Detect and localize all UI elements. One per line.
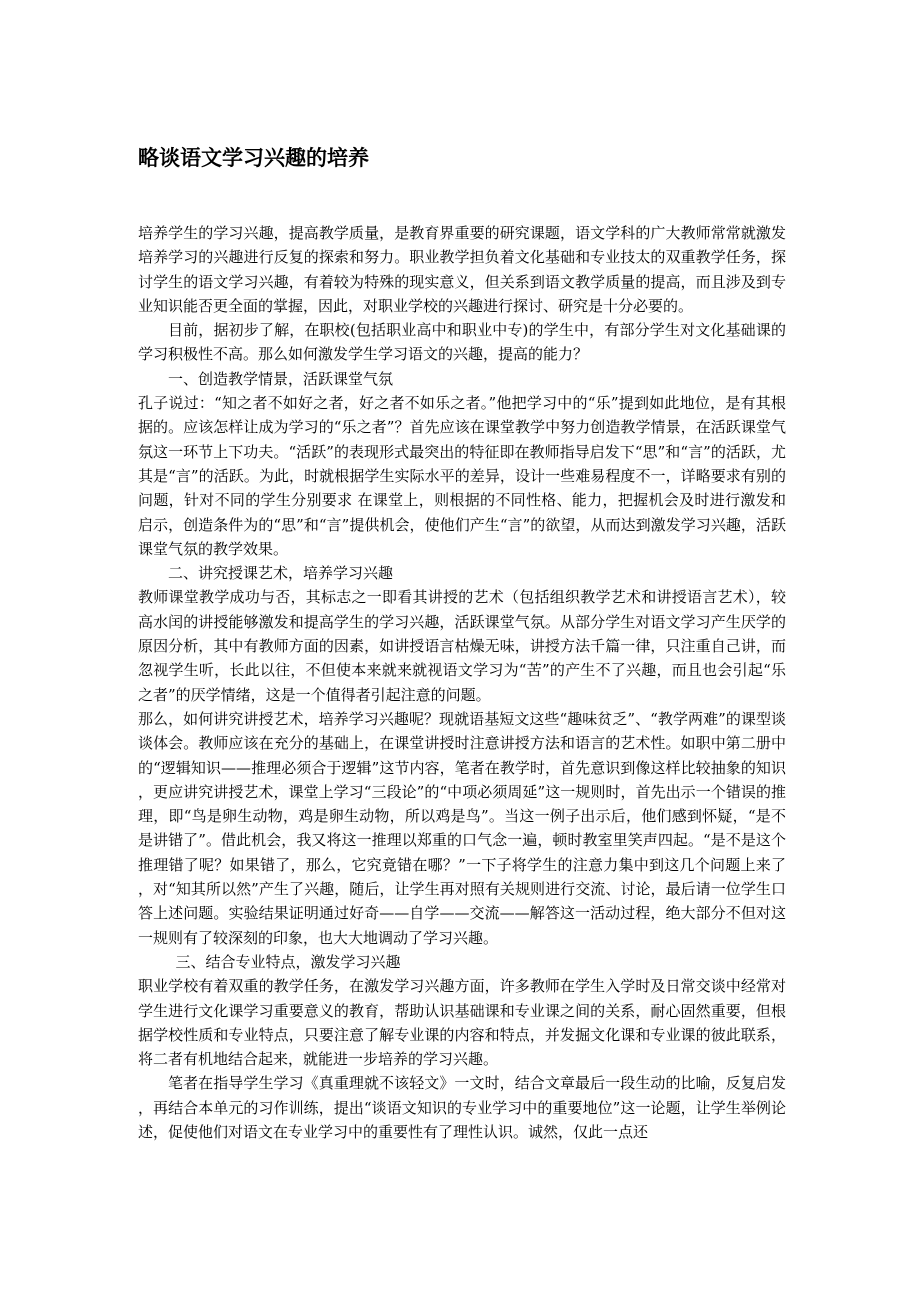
document-body xyxy=(138,221,786,1144)
paragraph-section-3a: 职业学校有着双重的教学任务，在激发学习兴趣方面，许多教师在学生入学时及日常交谈中经常对学生进行文化课学习重要意义的教育，帮助认识基础课和专业课之间的关系，耐心固然重要，但根据学校性质和专业特点，只要注意了解专业课的内容和特点，并发掘文化课和专业课的彼此联系，将二者有机地结合起来，就能进一步培养的学习兴趣。 xyxy=(138,977,786,1069)
document-title: 略谈语文学习兴趣的培养 xyxy=(138,146,369,170)
paragraph-intro: 培养学生的学习兴趣，提高教学质量，是教育界重要的研究课题，语文学科的广大教师常常就激发培养学习的兴趣进行反复的探索和努力。职业教学担负着文化基础和专业技太的双重教学任务，探讨学生的语文学习兴趣，有着较为特殊的现实意义，但关系到语文教学质量的提高，而且涉及到专业知识能否更全面的掌握，因此，对职业学校的兴趣进行探讨、研究是十分必要的。 xyxy=(138,224,786,315)
section-heading-2: 二、讲究授课艺术，培养学习兴趣 xyxy=(168,564,394,583)
paragraph-current-situation: 目前，据初步了解，在职校(包括职业高中和职业中专)的学生中，有部分学生对文化基础课的学习积极性不高。那么如何激发学生学习语文的兴趣，提高的能力？ xyxy=(138,321,786,364)
paragraph-section-2a: 教师课堂教学成功与否，其标志之一即看其讲授的艺术（包括组织教学艺术和讲授语言艺术），较高水闰的讲授能够激发和提高学生的学习兴趣，活跃课堂气氛。从部分学生对语文学习产生厌学的原因分析，其中有教师方面的因素，如讲授语言枯燥无味，讲授方法千篇一律，只注重自己讲，而忽视学生听，长此以往，不但使本来就来就视语文学习为“苦”的产生不了兴趣，而且也会引起“乐之者”的厌学情绪，这是一个值得者引起注意的问题。 xyxy=(138,588,786,704)
paragraph-section-2b: 那么，如何讲究讲授艺术，培养学习兴趣呢？现就语基短文这些“趣味贫乏”、“教学两难”的课型谈谈体会。教师应该在充分的基础上，在课堂讲授时注意讲授方法和语言的艺术性。如职中第二册中的“逻辑知识——推理必须合于逻辑”这节内容，笔者在教学时，首先意识到像这样比较抽象的知识，更应讲究讲授艺术，课堂上学习“三段论”的“中项必须周延”这一规则时，首先出示一个错误的推理，即“鸟是卵生动物，鸡是卵生动物，所以鸡是鸟”。当这一例子出示后，他们感到怀疑，“是不是讲错了”。借此机会，我又将这一推理以郑重的口气念一遍，顿时教室里笑声四起。“是不是这个推理错了呢？如果错了，那么，它究竟错在哪？”一下子将学生的注意力集中到这几个问题上来了，对“知其所以然”产生了兴趣，随后，让学生再对照有关规则进行交流、讨论，最后请一位学生口答上述问题。实验结果证明通过好奇——自学——交流——解答这一活动过程，绝大部分不但对这一规则有了较深刻的印象，也大大地调动了学习兴趣。 xyxy=(138,709,786,947)
section-heading-1: 一、创造教学情景，活跃课堂气氛 xyxy=(168,369,394,388)
paragraph-section-1: 孔子说过：“知之者不如好之者，好之者不如乐之者。”他把学习中的“乐”提到如此地位，是有其根据的。应该怎样让成为学习的“乐之者”？首先应该在课堂教学中努力创造教学情景，在活跃课堂气氛这一环节上下功夫。“活跃”的表现形式最突出的特征即在教师指导启发下“思”和“言”的活跃，尤其是“言”的活跃。为此，时就根据学生实际水平的差异，设计一些难易程度不一，详略要求有别的问题，针对不同的学生分别要求 在课堂上，则根据的不同性格、能力，把握机会及时进行激发和启示，创造条件为的“思”和“言”提供机会，使他们产生“言”的欲望，从而达到激发学习兴趣，活跃课堂气氛的教学效果。 xyxy=(138,394,786,558)
section-heading-3: 三、结合专业特点，激发学习兴趣 xyxy=(175,952,401,971)
paragraph-section-3b: 笔者在指导学生学习《真重理就不该轻文》一文时，结合文章最后一段生动的比喻，反复启发，再结合本单元的习作训练，提出“谈语文知识的专业学习中的重要地位”这一论题，让学生举例论述，促使他们对语文在专业学习中的重要性有了理性认识。诚然，仅此一点还 xyxy=(138,1074,786,1141)
